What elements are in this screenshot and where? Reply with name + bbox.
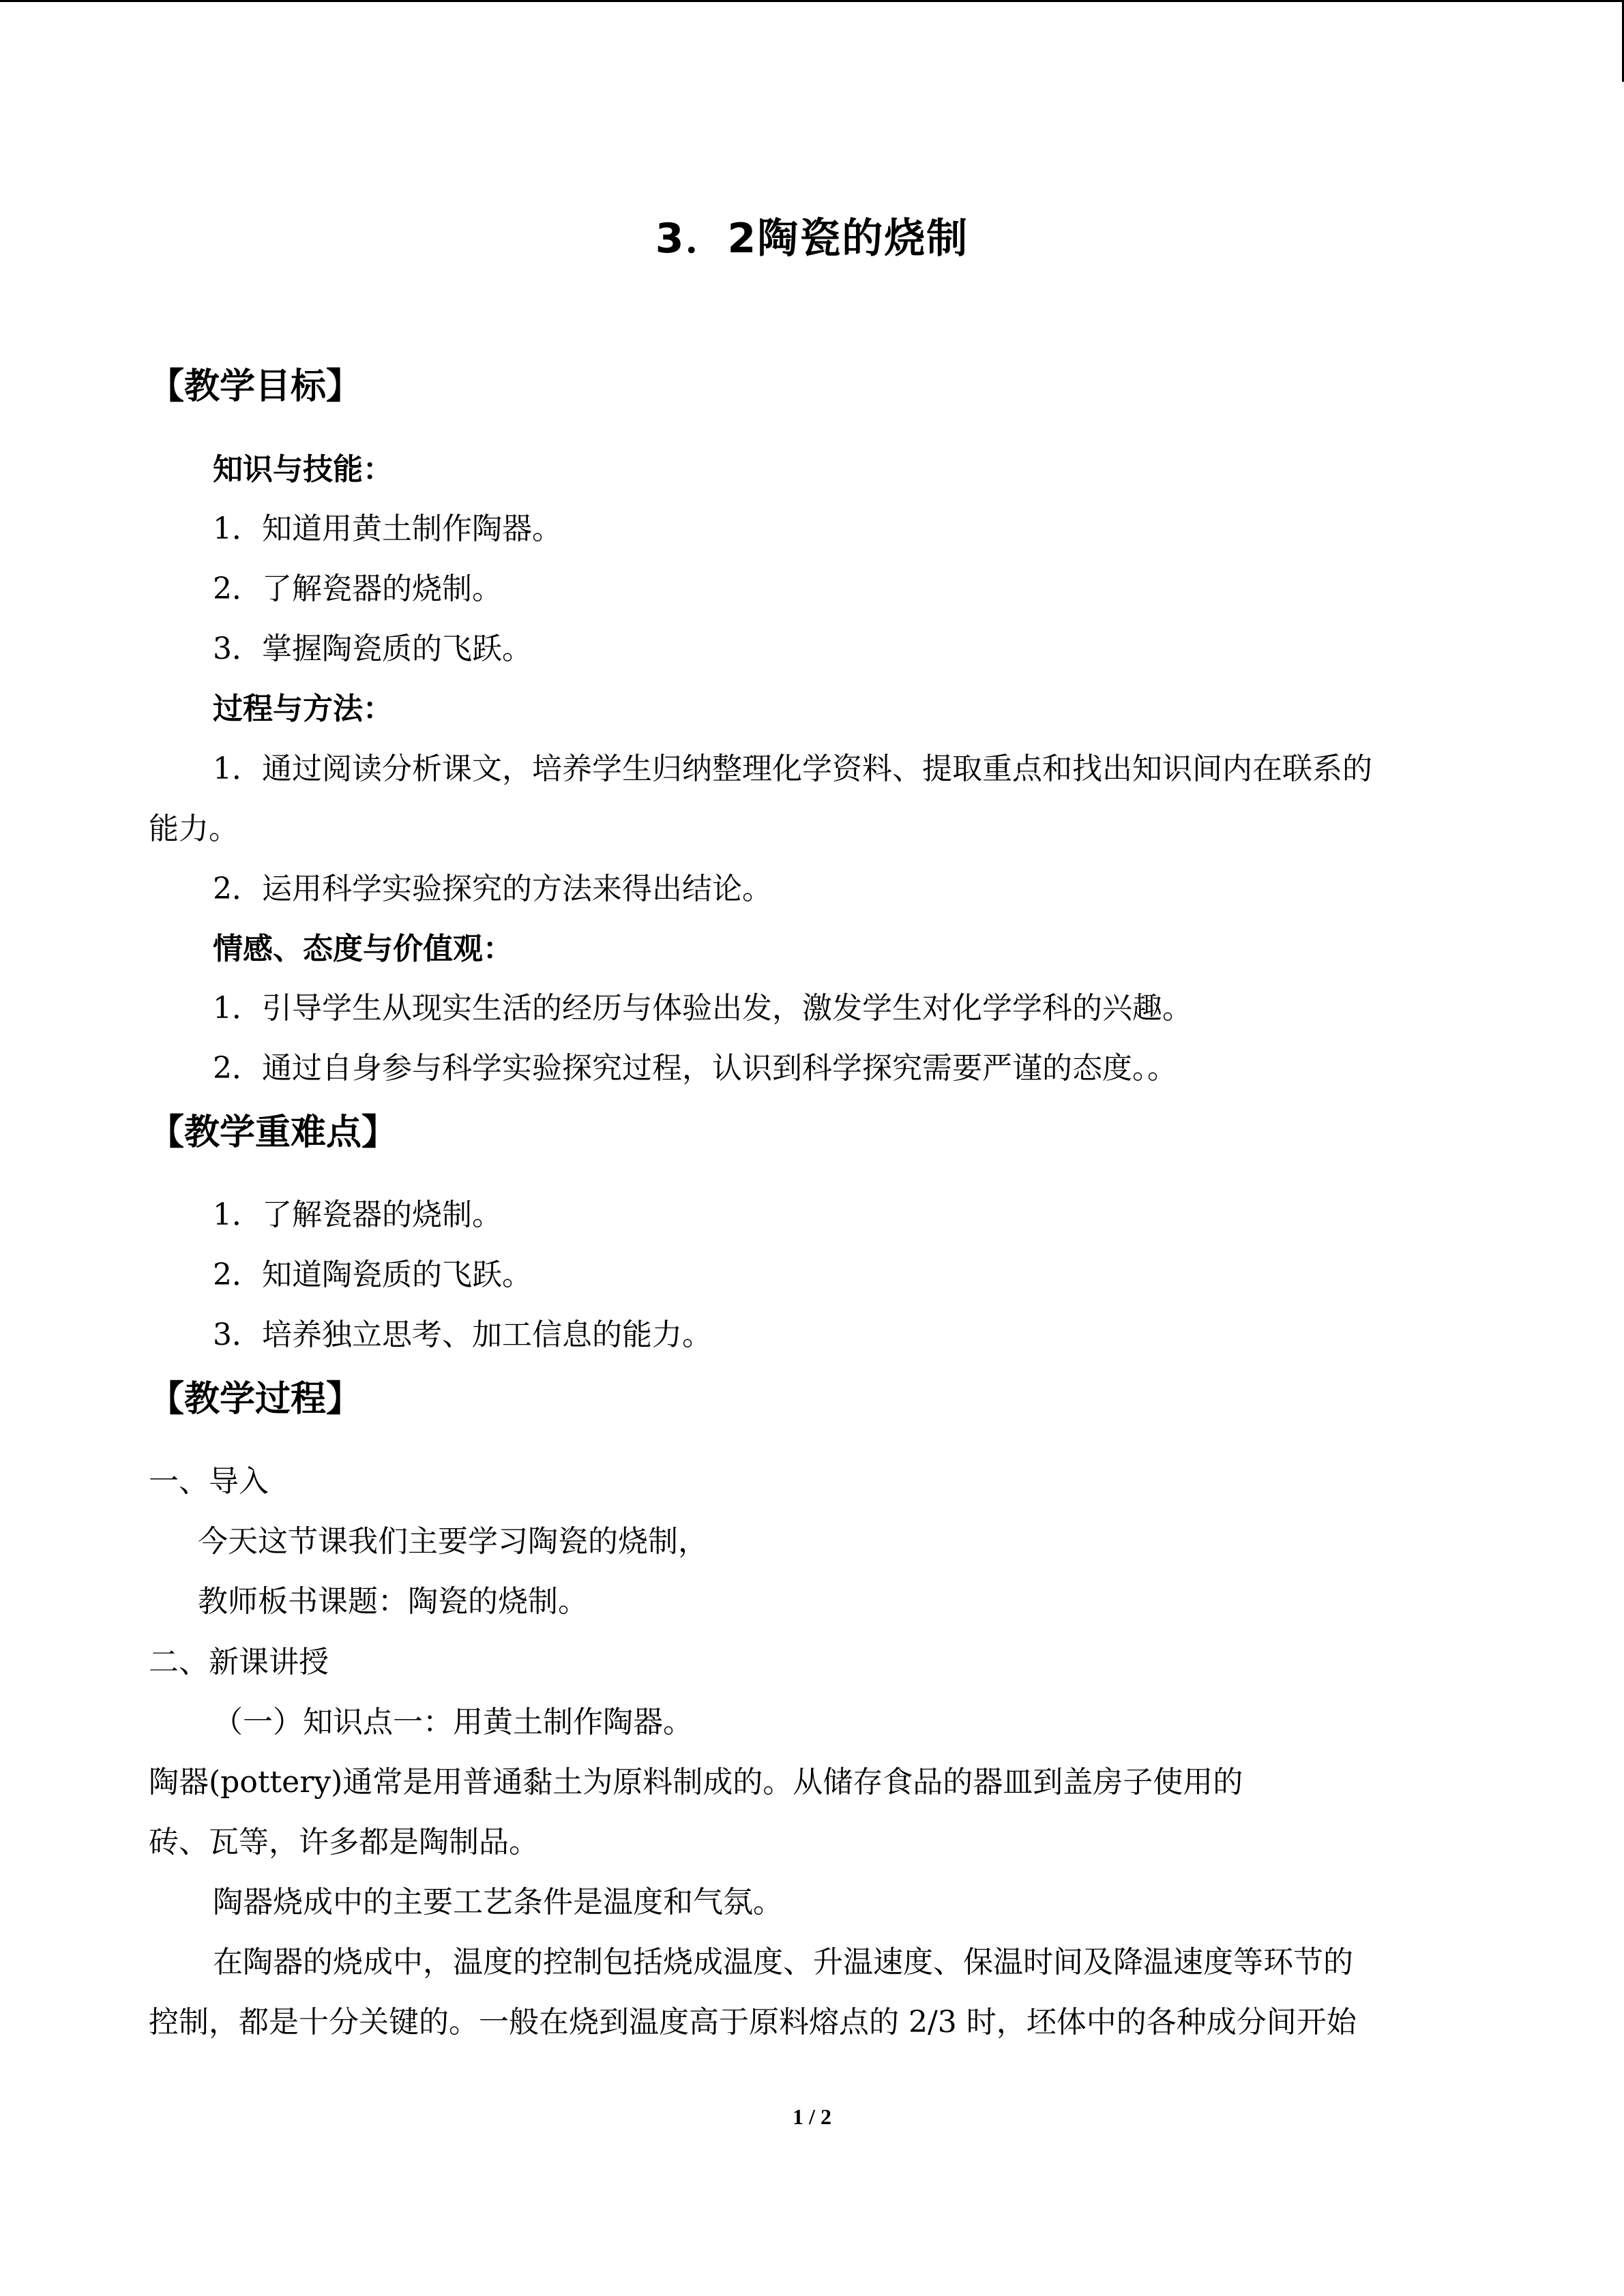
intro-heading: 一、导入: [149, 1464, 269, 1499]
paragraph-line: 砖、瓦等，许多都是陶制品。: [149, 1825, 539, 1860]
paragraph-line: 陶器烧成中的主要工艺条件是温度和气氛。: [213, 1885, 783, 1920]
paragraph-line: 今天这节课我们主要学习陶瓷的烧制，: [198, 1524, 708, 1559]
list-item: 1．引导学生从现实生活的经历与体验出发，激发学生对化学学科的兴趣。: [213, 991, 1192, 1026]
list-item: 2．通过自身参与科学实验探究过程，认识到科学探究需要严谨的态度。。: [213, 1051, 1177, 1086]
list-item: 2．了解瓷器的烧制。: [213, 571, 502, 606]
paragraph-line: 陶器(pottery)通常是用普通黏土为原料制成的。从储存食品的器皿到盖房子使用的: [149, 1765, 1243, 1800]
list-item: 1．知道用黄土制作陶器。: [213, 511, 562, 546]
section-heading-objectives: 【教学目标】: [149, 366, 362, 407]
subheading-knowledge-skills: 知识与技能：: [213, 452, 393, 487]
paragraph-line: 在陶器的烧成中，温度的控制包括烧成温度、升温速度、保温时间及降温速度等环节的: [213, 1945, 1353, 1980]
section-heading-process: 【教学过程】: [149, 1379, 362, 1420]
list-item-continuation: 能力。: [149, 811, 239, 846]
list-item: 3．培养独立思考、加工信息的能力。: [213, 1317, 712, 1352]
document-title: 3．2陶瓷的烧制: [655, 215, 969, 263]
list-item: 3．掌握陶瓷质的飞跃。: [213, 631, 532, 666]
list-item: 1．了解瓷器的烧制。: [213, 1197, 502, 1232]
section-heading-key-points: 【教学重难点】: [149, 1112, 398, 1153]
page-number: 1 / 2: [793, 2104, 831, 2129]
new-lesson-heading: 二、新课讲授: [149, 1645, 329, 1680]
list-item: 1．通过阅读分析课文，培养学生归纳整理化学资料、提取重点和找出知识间内在联系的: [213, 751, 1372, 786]
list-item: 2．知道陶瓷质的飞跃。: [213, 1257, 532, 1292]
paragraph-line: 控制，都是十分关键的。一般在烧到温度高于原料熔点的 2/3 时，坯体中的各种成分间开始: [149, 2005, 1357, 2040]
list-item: 2．运用科学实验探究的方法来得出结论。: [213, 871, 772, 906]
knowledge-point-title: （一）知识点一：用黄土制作陶器。: [213, 1705, 693, 1740]
subheading-process-methods: 过程与方法：: [213, 691, 393, 726]
subheading-emotion-values: 情感、态度与价值观：: [213, 931, 513, 966]
paragraph-line: 教师板书课题：陶瓷的烧制。: [198, 1584, 588, 1619]
